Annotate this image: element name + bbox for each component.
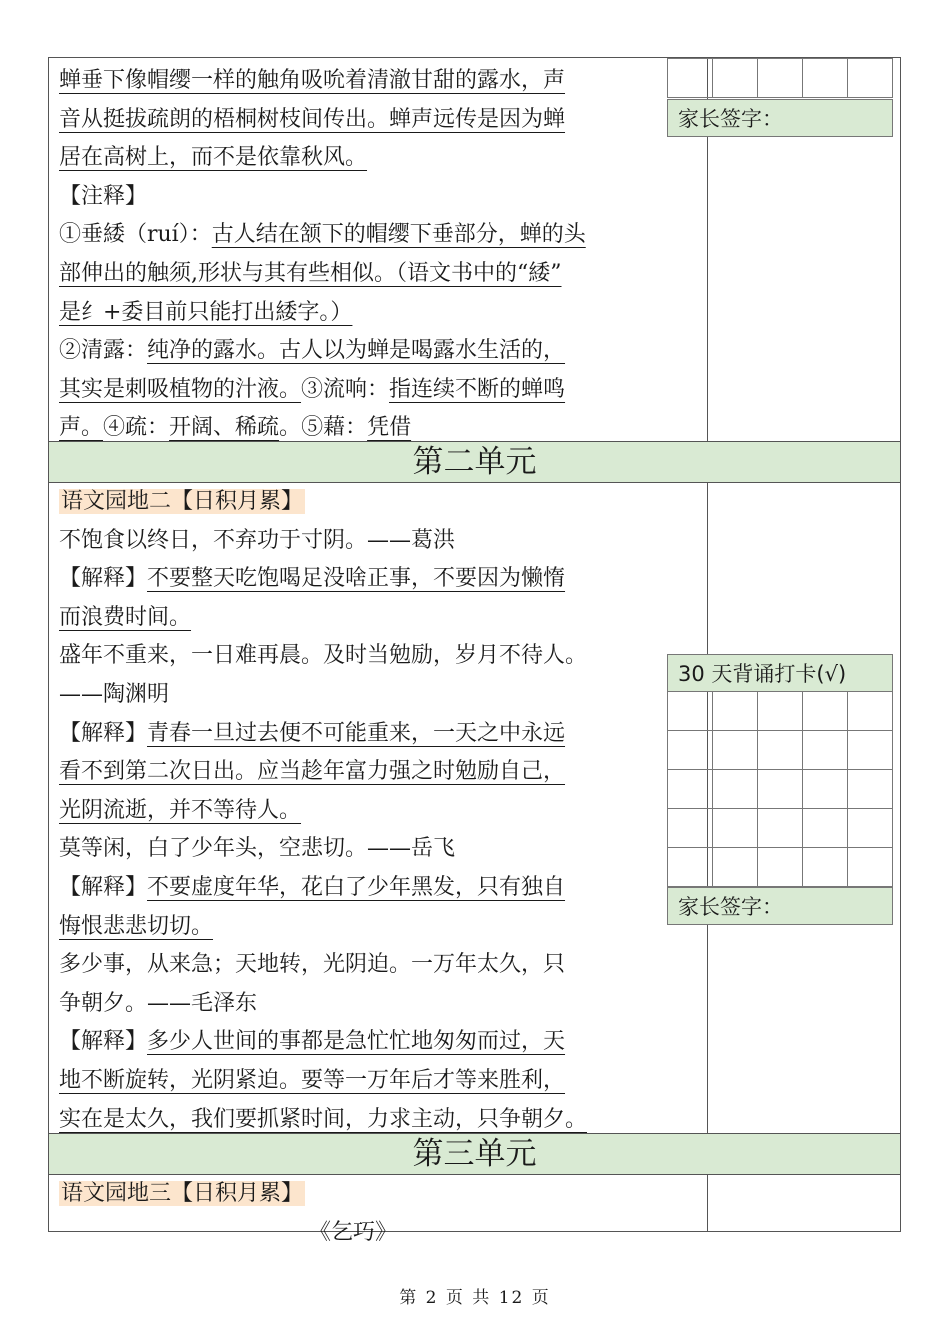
checkin-cell[interactable]: [758, 809, 803, 848]
page-number: 第 2 页 共 12 页: [399, 1288, 551, 1308]
explain-text: 多少人世间的事都是急忙忙地匆匆而过，天: [147, 1029, 566, 1055]
garden-label: 语文园地三【日积月累】: [61, 1181, 304, 1206]
checkin-cell[interactable]: [668, 59, 713, 98]
garden-label: 语文园地二【日积月累】: [61, 489, 304, 514]
page-footer: [0, 1283, 950, 1308]
poem-title: 《乞巧》: [309, 1219, 398, 1245]
unit3-title: 第三单元: [412, 1136, 537, 1172]
unit2-title: 第二单元: [412, 444, 537, 480]
checkin-cell[interactable]: [848, 731, 893, 770]
checkin-cell[interactable]: [803, 692, 848, 731]
checkin-cell[interactable]: [668, 809, 713, 848]
checkin-cell[interactable]: [758, 731, 803, 770]
explain-text: 悔恨悲悲切切。: [59, 913, 214, 939]
worksheet-table: [48, 57, 901, 1245]
unit2-content: [59, 483, 655, 1139]
checkin-grid-partial: [667, 58, 893, 98]
checkin-cell[interactable]: [713, 692, 758, 731]
checkin-title: 30 天背诵打卡(√): [678, 662, 847, 686]
explain-text: 不要整天吃饱喝足没啥正事，不要因为懒惰: [147, 566, 566, 592]
note5-text: 凭借: [367, 415, 412, 441]
explain-label: 【解释】: [59, 566, 148, 592]
note5-prefix: ⑤藉：: [301, 415, 368, 441]
checkin-cell[interactable]: [668, 731, 713, 770]
note2-text: 纯净的露水。古人以为蝉是喝露水生活的，: [147, 338, 566, 364]
checkin-cell[interactable]: [803, 731, 848, 770]
note1-text: 部伸出的触须,形状与其有些相似。（语文书中的“緌”: [59, 260, 562, 286]
checkin-cell[interactable]: [803, 770, 848, 809]
parent-signature-label: 家长签字：: [678, 107, 783, 131]
unit2-header: [49, 441, 900, 483]
note4-text: 开阔、稀疏: [169, 415, 280, 441]
explain-text: 青春一旦过去便不可能重来，一天之中永远: [147, 720, 566, 746]
note3-prefix: ③流响：: [301, 376, 390, 402]
checkin-cell[interactable]: [803, 848, 848, 887]
checkin-cell[interactable]: [758, 770, 803, 809]
checkin-cell[interactable]: [713, 770, 758, 809]
quote: 莫等闲，白了少年头，空悲切。——岳飞: [59, 836, 456, 862]
checkin-cell[interactable]: [713, 809, 758, 848]
quote: 盛年不重来，一日难再晨。及时当勉励，岁月不待人。: [59, 643, 588, 669]
translation-line: 居在高树上，而不是依靠秋风。: [59, 145, 368, 171]
checkin-cell[interactable]: [713, 59, 758, 98]
checkin-cell[interactable]: [758, 59, 803, 98]
note1-text: 是纟+委目前只能打出緌字。）: [59, 299, 353, 325]
quote: 不饱食以终日，不弃功于寸阴。——葛洪: [59, 527, 456, 553]
note2-prefix: ②清露：: [59, 338, 148, 364]
checkin-cell[interactable]: [668, 692, 713, 731]
checkin-cell[interactable]: [803, 59, 848, 98]
parent-signature-box[interactable]: [667, 887, 893, 925]
checkin-cell[interactable]: [848, 809, 893, 848]
quote: ——陶渊明: [59, 681, 170, 707]
note4-prefix: ④疏：: [103, 415, 170, 441]
explain-text: 看不到第二次日出。应当趁年富力强之时勉励自己，: [59, 759, 566, 785]
explain-text: 而浪费时间。: [59, 604, 192, 630]
checkin-grid: [667, 691, 893, 887]
column-divider: [707, 1174, 708, 1232]
parent-signature-box[interactable]: [667, 99, 893, 137]
note3-text: 声。: [59, 415, 104, 441]
translation-line: 蝉垂下像帽缨一样的触角吸吮着清澈甘甜的露水，声: [59, 68, 566, 93]
quote: 争朝夕。——毛泽东: [59, 990, 258, 1016]
note1-prefix: ①垂緌（ruí）：: [59, 222, 212, 248]
checkin-cell[interactable]: [848, 692, 893, 731]
parent-signature-label: 家长签字：: [678, 895, 783, 919]
notes-heading: 【注释】: [59, 183, 148, 209]
translation-line: 音从挺拔疏朗的梧桐树枝间传出。蝉声远传是因为蝉: [59, 106, 566, 132]
checkin-cell[interactable]: [668, 770, 713, 809]
checkin-cell[interactable]: [758, 848, 803, 887]
explain-label: 【解释】: [59, 874, 148, 900]
explain-text: 地不断旋转，光阴紧迫。要等一万年后才等来胜利，: [59, 1067, 566, 1093]
checkin-cell[interactable]: [713, 848, 758, 887]
explain-text: 实在是太久，我们要抓紧时间，力求主动，只争朝夕。: [59, 1106, 588, 1132]
note3-text: 指连续不断的蝉鸣: [389, 376, 566, 402]
checkin-cell[interactable]: [848, 770, 893, 809]
checkin-cell[interactable]: [758, 692, 803, 731]
section1-content: [59, 62, 655, 448]
checkin-title-box: [667, 654, 893, 692]
note-separator: 。: [279, 415, 302, 441]
explain-label: 【解释】: [59, 1029, 148, 1055]
note2-text: 其实是刺吸植物的汁液。: [59, 376, 302, 402]
explain-text: 光阴流逝，并不等待人。: [59, 797, 302, 823]
checkin-cell[interactable]: [803, 809, 848, 848]
checkin-cell[interactable]: [848, 59, 893, 98]
explain-text: 不要虚度年华，花白了少年黑发，只有独自: [147, 874, 566, 900]
note1-text: 古人结在颔下的帽缨下垂部分，蝉的头: [211, 222, 586, 248]
unit3-content: [59, 1175, 655, 1252]
quote: 多少事，从来急；天地转，光阴迫。一万年太久，只: [59, 952, 566, 978]
explain-label: 【解释】: [59, 720, 148, 746]
checkin-cell[interactable]: [713, 731, 758, 770]
checkin-cell[interactable]: [848, 848, 893, 887]
unit3-header: [49, 1133, 900, 1175]
checkin-cell[interactable]: [668, 848, 713, 887]
